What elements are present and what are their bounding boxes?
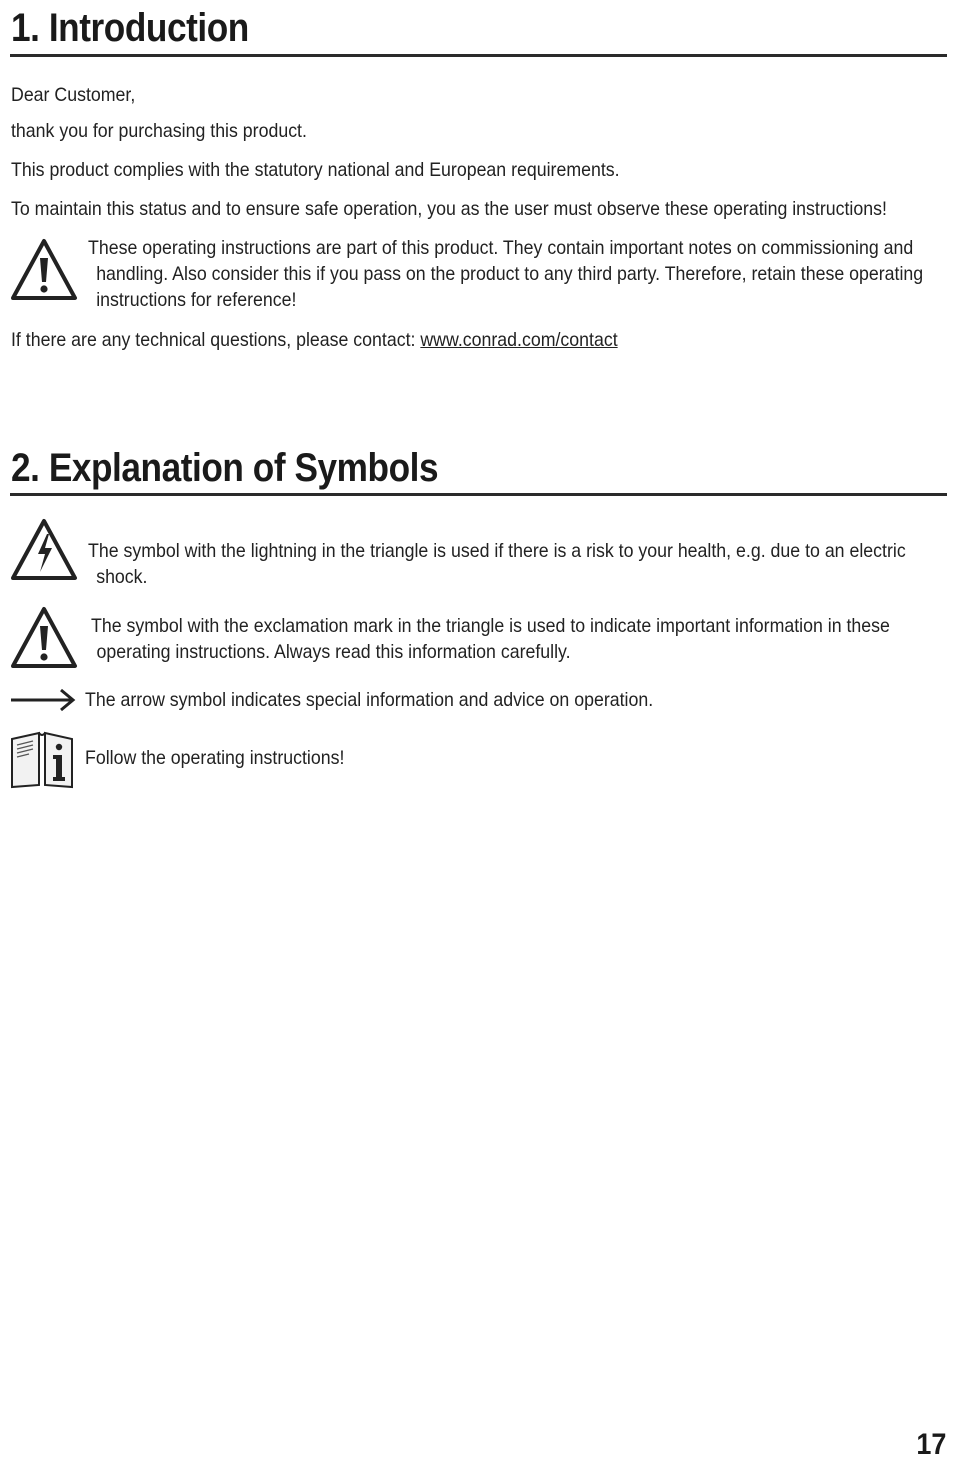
- exclamation-note: [91, 613, 890, 665]
- warning-note-line-3: instructions for reference!: [96, 289, 297, 311]
- exclamation-note-line-2: operating instructions. Always read this information carefully.: [96, 641, 571, 663]
- lightning-note-line-1: The symbol with the lightning in the triangle is used if there is a risk to your health, e.g. due to an electric: [88, 540, 906, 562]
- compliance-text: This product complies with the statutory national and European requirements.: [11, 159, 620, 181]
- section-1-title: 1. Introduction: [11, 6, 249, 50]
- warning-note: [88, 235, 923, 313]
- maintain-text: To maintain this status and to ensure safe operation, you as the user must observe these operating instructions!: [11, 198, 887, 220]
- exclamation-triangle-icon: [9, 604, 79, 672]
- manual-book-icon: [9, 729, 75, 789]
- arrow-note: The arrow symbol indicates special information and advice on operation.: [85, 689, 654, 711]
- contact-prefix: If there are any technical questions, please contact:: [11, 329, 421, 351]
- page-number: 17: [915, 1428, 946, 1461]
- thanks-text: thank you for purchasing this product.: [11, 120, 307, 142]
- greeting: Dear Customer,: [11, 84, 136, 106]
- exclamation-triangle-icon: [9, 236, 79, 304]
- lightning-triangle-icon: [9, 516, 79, 584]
- warning-note-line-2: handling. Also consider this if you pass on the product to any third party. Therefore, retain these operating: [96, 263, 924, 285]
- section-1-rule: [10, 54, 947, 57]
- section-2-rule: [10, 493, 947, 496]
- section-2-title: 2. Explanation of Symbols: [11, 446, 439, 490]
- contact-line: [11, 328, 618, 352]
- lightning-note: [88, 538, 906, 590]
- lightning-note-line-2: shock.: [96, 566, 148, 588]
- warning-note-line-1: These operating instructions are part of this product. They contain important notes on commissioning and: [88, 237, 914, 259]
- manual-note: Follow the operating instructions!: [85, 747, 345, 769]
- contact-link[interactable]: www.conrad.com/contact: [420, 329, 618, 351]
- arrow-right-icon: [9, 687, 77, 713]
- exclamation-note-line-1: The symbol with the exclamation mark in the triangle is used to indicate important information in these: [91, 615, 890, 637]
